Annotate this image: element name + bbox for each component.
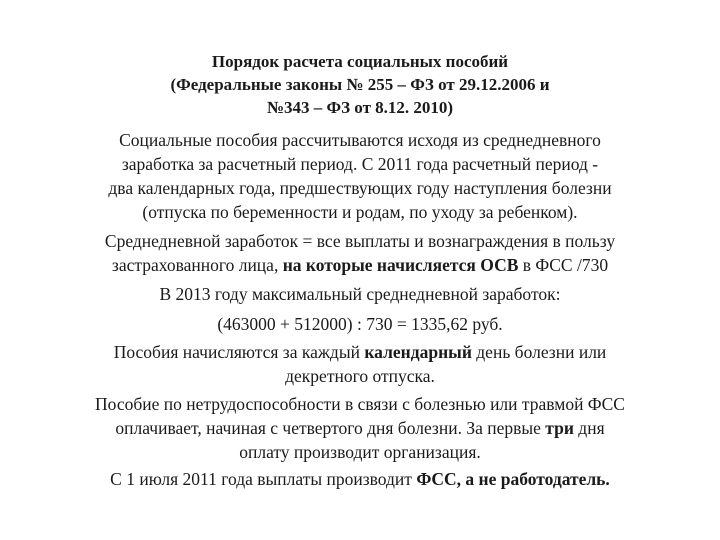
page-title [60,50,660,119]
paragraph-calendar-days [40,340,680,388]
paragraph-calculation-period [40,128,680,224]
title-line: Порядок расчета социальных пособий [211,52,509,71]
bold-segment: три [545,418,574,438]
text-segment: день болезни или [471,342,607,362]
paragraph-average-earnings [40,229,680,277]
text-line: Пособие по нетрудоспособности в связи с болезнью или травмой ФСС [95,394,625,414]
text-line [40,416,680,440]
text-segment: оплачивает, начиная с четвертого дня болезни. За первые [115,418,546,438]
text-line: декретного отпуска. [285,366,435,386]
bold-segment: на которые начисляется ОСВ [282,255,519,275]
text-line: В 2013 году максимальный среднедневной заработок: [159,284,561,304]
title-line: (Федеральные законы № 255 – ФЗ от 29.12.2006 и [170,75,550,94]
text-line: Среднедневной заработок = все выплаты и вознаграждения в пользу [104,231,616,251]
text-segment: С 1 июля 2011 года выплаты производит [110,469,417,489]
bold-segment: ФСС, а не работодатель. [416,469,610,489]
text-line: заработка за расчетный период. С 2011 года расчетный период - [121,154,599,174]
text-line [40,253,680,277]
title-line: №343 – ФЗ от 8.12. 2010) [266,98,454,117]
text-line: два календарных года, предшествующих году наступления болезни [108,178,612,198]
paragraph-fss-payments [40,467,680,491]
text-line [40,467,680,491]
text-line: Социальные пособия рассчитываются исходя из среднедневного [119,130,601,150]
bold-segment: календарный [364,342,472,362]
text-segment: Пособия начисляются за каждый [113,342,365,362]
paragraph-max-earnings [40,282,680,336]
text-line: оплату производит организация. [239,442,481,462]
text-segment: застрахованного лица, [111,255,283,275]
text-segment: дня [573,418,605,438]
text-line [40,340,680,364]
text-segment: в ФСС /730 [518,255,609,275]
paragraph-payment [40,392,680,464]
text-line: (отпуска по беременности и родам, по уходу за ребенком). [142,202,578,222]
formula-line: (463000 + 512000) : 730 = 1335,62 руб. [217,314,503,334]
